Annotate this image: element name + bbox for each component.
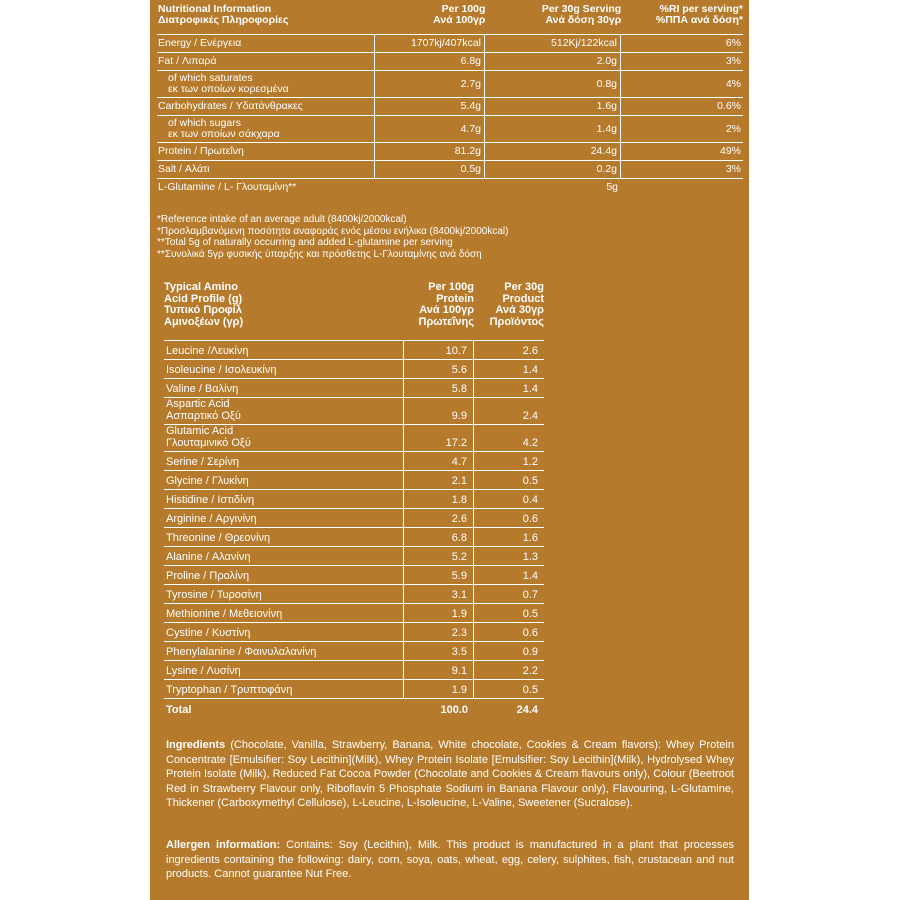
amino-name: [164, 642, 404, 660]
amino-name: [164, 341, 404, 359]
nutrient-name: [157, 71, 375, 97]
nutrition-row: [157, 70, 743, 97]
nutrient-per30: 512Kj/122kcal: [485, 35, 621, 52]
nutrition-header-name: [157, 4, 376, 34]
amino-per100: 10.7: [404, 341, 474, 359]
nutrient-per100: 5.4g: [375, 98, 485, 115]
amino-per100: 4.7: [404, 452, 474, 470]
total-label: Total: [166, 704, 192, 716]
footnotes: [157, 214, 747, 260]
header-text: Per 100g: [441, 3, 486, 15]
nutrient-ri: 3%: [725, 55, 741, 67]
nutrient-name-line: of which sugars: [168, 117, 241, 129]
amino-per100: 5.6: [404, 360, 474, 378]
nutrient-name-line: εκ των οποίων κορεσμένα: [168, 83, 289, 95]
header-text: Ανά δόση 30γρ: [545, 14, 622, 26]
amino-name-line: Proline / Προλίνη: [166, 570, 250, 582]
amino-name-line: Tyrosine / Τυροσίνη: [166, 589, 262, 601]
nutrient-per30: 0.8g: [485, 71, 621, 97]
amino-row: [164, 679, 544, 698]
amino-name: [164, 471, 404, 489]
amino-name-line: Histidine / Ιστιδίνη: [166, 494, 255, 506]
header-text: Ανά 30γρ: [495, 304, 544, 316]
amino-name-line: Isoleucine / Ισολευκίνη: [166, 364, 277, 376]
amino-acid-table: [164, 282, 544, 718]
amino-name-line: Valine / Βαλίνη: [166, 383, 239, 395]
amino-row: [164, 489, 544, 508]
amino-name-line: Serine / Σερίνη: [166, 456, 239, 468]
nutrition-header: [157, 4, 743, 34]
nutrition-header-per100: [376, 4, 486, 34]
nutrition-row: [157, 97, 743, 115]
amino-name: [164, 566, 404, 584]
amino-per100: 2.6: [404, 509, 474, 527]
header-text: Ανά 100γρ: [419, 304, 474, 316]
header-text: Αμινοξέων (γρ): [164, 315, 244, 328]
nutrient-per100: 1707kj/407kcal: [375, 35, 485, 52]
amino-per30: 0.5: [522, 475, 538, 487]
amino-per30: 1.4: [522, 570, 538, 582]
amino-name: [164, 661, 404, 679]
amino-per30: 0.7: [522, 589, 538, 601]
amino-row: [164, 565, 544, 584]
nutrient-name-line: Energy / Ενέργεια: [158, 37, 242, 49]
nutrition-row: [157, 52, 743, 70]
amino-name: [164, 680, 404, 698]
allergen-text: [166, 838, 734, 882]
nutrient-per30: 24.4g: [485, 143, 621, 160]
amino-name-line: Tryptophan / Τρυπτοφάνη: [166, 684, 293, 696]
amino-row: [164, 603, 544, 622]
amino-per100: 1.9: [404, 604, 474, 622]
allergen-body: Contains: Soy (Lecithin), Milk. This product is manufactured in a plant that processes ingredients containing the following: dairy, corn, soya, oats, wheat, egg, celery, sulphites, fish, crustacean and nut products. Cannot guarantee Nut Free.: [166, 839, 734, 880]
nutrient-name: [157, 116, 375, 142]
amino-row: [164, 397, 544, 424]
amino-per100: 3.1: [404, 585, 474, 603]
nutrient-per100: 0.5g: [375, 161, 485, 178]
nutrition-row: [157, 142, 743, 160]
amino-per30: 1.2: [522, 456, 538, 468]
amino-per30: 0.6: [522, 513, 538, 525]
amino-header-per100: [404, 282, 474, 328]
nutrition-table: [157, 4, 743, 196]
amino-per100: 2.1: [404, 471, 474, 489]
amino-header-name: [164, 282, 404, 328]
nutrition-row: [157, 178, 743, 196]
amino-per30: 4.2: [522, 437, 538, 449]
nutrient-per100: 6.8g: [375, 53, 485, 70]
nutrient-name-line: εκ των οποίων σάκχαρα: [168, 128, 280, 140]
nutrient-per30: 1.6g: [485, 98, 621, 115]
amino-per30: 1.4: [522, 364, 538, 376]
amino-per100: 6.8: [404, 528, 474, 546]
amino-row: [164, 508, 544, 527]
total-per30: 24.4: [516, 704, 538, 716]
nutrient-name-line: L-Glutamine / L- Γλουταμίνη**: [158, 181, 297, 193]
ingredients-label: Ingredients: [166, 739, 226, 751]
amino-name-line: Alanine / Αλανίνη: [166, 551, 251, 563]
amino-per30: 2.6: [522, 345, 538, 357]
nutrition-row: [157, 34, 743, 52]
amino-per30: 0.5: [522, 684, 538, 696]
nutrient-per30: 5g: [606, 181, 618, 193]
amino-row: [164, 340, 544, 359]
amino-row: [164, 622, 544, 641]
header-text: Τυπικό Προφίλ: [164, 304, 242, 316]
amino-name-line: Γλουταμινικό Οξύ: [166, 437, 251, 449]
footnote: *Προσλαμβανόμενη ποσότητα αναφοράς ενός μέσου ενήλικα (8400kj/2000kcal): [157, 225, 509, 237]
nutrition-row: [157, 160, 743, 178]
amino-name-line: Arginine / Αργινίνη: [166, 513, 257, 525]
amino-name-line: Glutamic Acid: [166, 425, 234, 437]
nutrition-header-per30: [485, 4, 621, 34]
header-text: %ΠΠΑ ανά δόση*: [655, 14, 743, 26]
nutrient-per100: [375, 179, 485, 196]
footnote: *Reference intake of an average adult (8400kj/2000kcal): [157, 214, 407, 225]
amino-per100: 2.3: [404, 623, 474, 641]
amino-per100: 17.2: [404, 425, 474, 451]
nutrient-per100: 2.7g: [375, 71, 485, 97]
amino-row: [164, 660, 544, 679]
amino-per30: 1.3: [522, 551, 538, 563]
amino-per30: 0.6: [522, 627, 538, 639]
amino-row: [164, 546, 544, 565]
nutrient-name: [157, 53, 375, 70]
amino-name-line: Glycine / Γλυκίνη: [166, 475, 249, 487]
nutrient-name: [157, 143, 375, 160]
amino-name-line: Leucine /Λευκίνη: [166, 345, 249, 357]
header-text: Protein: [436, 292, 474, 305]
nutrient-ri: [621, 179, 743, 196]
amino-row: [164, 641, 544, 660]
amino-name-line: Lysine / Λυσίνη: [166, 665, 241, 677]
amino-name: [164, 398, 404, 424]
header-text: Ανά 100γρ: [433, 14, 486, 26]
nutrient-ri: 0.6%: [717, 100, 741, 112]
amino-name: [164, 452, 404, 470]
ingredients-text: [166, 738, 734, 811]
amino-row: [164, 527, 544, 546]
nutrient-ri: 49%: [719, 145, 741, 157]
nutrient-name-line: Fat / Λιπαρά: [158, 55, 217, 67]
amino-name-line: Ασπαρτικό Οξύ: [166, 410, 241, 422]
header-text: Per 100g: [428, 281, 474, 293]
nutrient-name: [157, 35, 375, 52]
amino-name: [164, 585, 404, 603]
allergen-label: Allergen information:: [166, 839, 281, 851]
header-text: Nutritional Information: [158, 3, 272, 15]
nutrient-name-line: Carbohydrates / Υδατάνθρακες: [158, 100, 303, 112]
nutrient-ri: 2%: [725, 122, 741, 135]
nutrition-row: [157, 115, 743, 142]
amino-name-line: Phenylalanine / Φαινυλαλανίνη: [166, 646, 317, 658]
amino-name: [164, 425, 404, 451]
amino-name: [164, 509, 404, 527]
nutrient-per100: 4.7g: [375, 116, 485, 142]
amino-name: [164, 547, 404, 565]
nutrient-ri: 4%: [725, 77, 741, 90]
nutrition-header-ri: [621, 4, 743, 34]
header-text: Per 30g: [504, 281, 544, 293]
nutrient-name: [157, 179, 375, 196]
amino-per100: 5.9: [404, 566, 474, 584]
amino-per30: 2.4: [522, 410, 538, 422]
footnote: **Total 5g of naturally occurring and added L-glutamine per serving: [157, 237, 453, 248]
nutrient-per30: 1.4g: [485, 116, 621, 142]
amino-name: [164, 490, 404, 508]
amino-row: [164, 451, 544, 470]
amino-per100: 1.8: [404, 490, 474, 508]
amino-header: [164, 282, 544, 340]
amino-per30: 0.5: [522, 608, 538, 620]
amino-name-line: Aspartic Acid: [166, 398, 230, 410]
amino-per30: 1.6: [522, 532, 538, 544]
amino-per30: 0.9: [522, 646, 538, 658]
nutrient-per30: 2.0g: [485, 53, 621, 70]
amino-per100: 3.5: [404, 642, 474, 660]
amino-name: [164, 604, 404, 622]
amino-per30: 0.4: [522, 494, 538, 506]
header-text: Acid Profile (g): [164, 292, 243, 305]
nutrient-name-line: Salt / Αλάτι: [158, 163, 210, 175]
amino-body: [164, 340, 544, 698]
amino-name-line: Methionine / Μεθειονίνη: [166, 608, 283, 620]
amino-total-row: [164, 698, 544, 718]
label-panel: [150, 0, 749, 900]
amino-name: [164, 623, 404, 641]
amino-per30: 2.2: [522, 665, 538, 677]
total-per100: 100.0: [440, 704, 468, 716]
amino-per100: 5.2: [404, 547, 474, 565]
amino-name: [164, 528, 404, 546]
amino-header-per30: [474, 282, 544, 328]
amino-per30: 1.4: [522, 383, 538, 395]
nutrient-name-line: Protein / Πρωτεΐνη: [158, 145, 244, 157]
header-text: Πρωτεΐνης: [418, 315, 474, 328]
nutrient-ri: 6%: [725, 37, 741, 49]
header-text: Διατροφικές Πληροφορίες: [158, 14, 289, 26]
nutrient-name-line: of which saturates: [168, 72, 253, 84]
footnote: **Συνολικά 5γρ φυσικής ύπαρξης και πρόσθετης L-Γλουταμίνης ανά δόση: [157, 248, 482, 260]
amino-row: [164, 584, 544, 603]
amino-per100: 9.1: [404, 661, 474, 679]
nutrient-per30: 0.2g: [485, 161, 621, 178]
amino-name-line: Cystine / Κυστίνη: [166, 627, 251, 639]
amino-per100: 9.9: [404, 398, 474, 424]
nutrition-body: [157, 34, 743, 196]
header-text: Typical Amino: [164, 281, 238, 293]
amino-name-line: Threonine / Θρεονίνη: [166, 532, 271, 544]
amino-row: [164, 378, 544, 397]
nutrient-per100: 81.2g: [375, 143, 485, 160]
amino-per100: 1.9: [404, 680, 474, 698]
amino-row: [164, 470, 544, 489]
amino-row: [164, 359, 544, 378]
amino-name: [164, 360, 404, 378]
amino-per100: 5.8: [404, 379, 474, 397]
header-text: Product: [502, 292, 544, 305]
header-text: Προϊόντος: [489, 315, 544, 328]
header-text: Per 30g Serving: [541, 3, 622, 15]
nutrient-ri: 3%: [725, 163, 741, 175]
amino-row: [164, 424, 544, 451]
amino-name: [164, 379, 404, 397]
nutrient-name: [157, 98, 375, 115]
nutrient-name: [157, 161, 375, 178]
header-text: %RI per serving*: [659, 3, 743, 15]
ingredients-body: (Chocolate, Vanilla, Strawberry, Banana, White chocolate, Cookies & Cream flavors): Whey Protein Concentrate [Emulsifier: Soy Lecithin](Milk), Whey Protein Isolate [Emulsifier: Soy Lecithin](Milk), Hydrolysed Whey Protein Isolate (Milk), Reduced Fat Cocoa Powder (Chocolate and Cookies & Cream flavours only), Colour (Beetroot Red in Strawberry Flavour only, Riboflavin 5 Phosphate Sodium in Banana Flavour only), Flavouring, L-Glutamine, Thickener (Carboxymethyl Cellulose), L-Leucine, L-Isoleucine, L-Valine, Sweetener (Sucralose).: [166, 739, 734, 809]
